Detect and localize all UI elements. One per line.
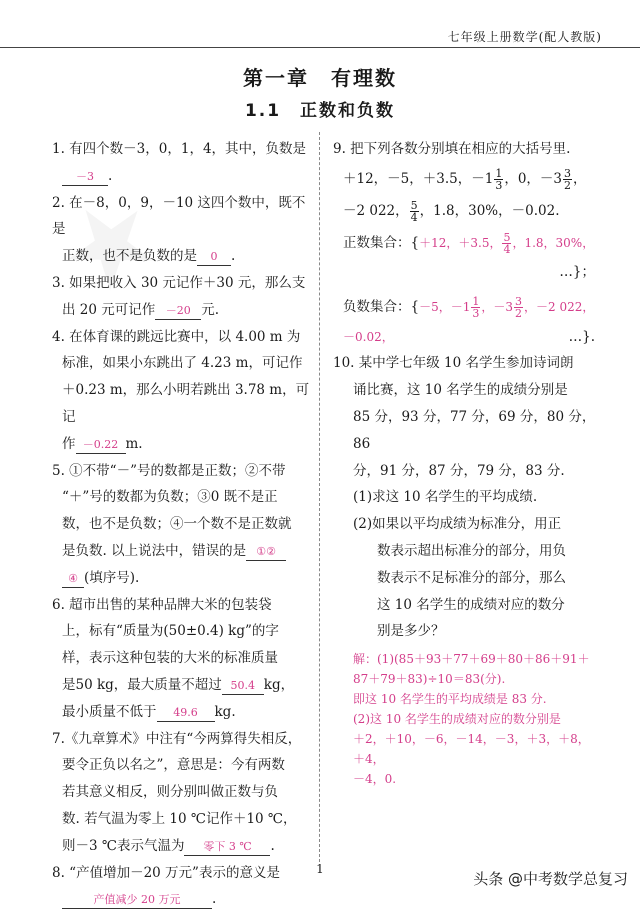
solution: 解：(1)(85＋93＋77＋69＋80＋86＋91＋ 87＋79＋83)÷10＝83(分). 即这 10 名学生的平均成绩是 83 分. (2)这 10 名学生的成绩对应的数分别是 ＋2，＋10，－6，－14，－3，＋3，＋8，＋4， －4，0.	[353, 652, 590, 787]
question-10: 10. 某中学七年级 10 名学生参加诗词朗	[333, 355, 574, 372]
fraction: $\frac{3}{2}$	[564, 166, 572, 192]
answer-blank: 零下 3 ℃	[184, 839, 270, 856]
answer-blank: －20	[155, 303, 201, 320]
question-4: 4. 在体育课的跳远比赛中，以 4.00 m 为	[52, 328, 301, 345]
question-2: 2. 在－8，0，9，－10 这四个数中，既不是	[52, 194, 306, 238]
question-8: 8. “产值增加－20 万元”表示的意义是	[52, 864, 280, 881]
header-rule	[0, 47, 640, 48]
page-number: 1	[316, 862, 324, 876]
fraction: $\frac{1}{3}$	[495, 166, 503, 192]
answer-blank: 50.4	[222, 678, 264, 695]
question-9: 9. 把下列各数分别填在相应的大括号里.	[333, 141, 571, 157]
fraction: $\frac{3}{2}$	[515, 294, 523, 320]
fraction: $\frac{5}{4}$	[410, 198, 418, 224]
answer-blank: ①②	[246, 544, 286, 561]
answer-blank: －3	[62, 169, 108, 186]
answer-blank: －0.22	[76, 437, 126, 454]
chapter-title: 第一章 有理数	[243, 66, 397, 90]
question-1: 1. 有四个数－3，0，1，4，其中，负数是	[52, 141, 307, 157]
left-column: 1. 有四个数－3，0，1，4，其中，负数是 －3 . 2. 在－8，0，9，－10 这四个数中，既不是 正数，也不是负数的是 0 . 3. 如果把收入 30 元记作＋30 元，那么支 出 20 元可记作 －20 元. 4. 在体育课的跳远比赛中，以 4.00 m 为 标准，如果小东跳出了 4.23 m，可记作 ＋0.23 m，那么小明若跳出 3.78 m，可记 作 －0.22 m. 5. ①不带“－”号的数都是正数；②不带 “＋”号的数都为负数；③0 既不是正 数，也不是负数；④一个数不是正数就 是负数. 以上说法中，错误的是 ①② ④ (填序号). 6. 超市出售的某种品牌大米的包装袋 上，标有“质量为(50±0.4) kg”的字 样，表示这种包装的大米的标准质量 是50 kg，最大质量不超过 50.4 kg， 最小质量不低于 49.6 kg. 7.《九章算术》中注有“今两算得失相反， 要令正负以名之”，意思是：今有两数 若其意义相反，则分别叫做正数与负 数. 若气温为零上 10 ℃记作＋10 ℃， 则－3 ℃表示气温为 零下 3 ℃ . 8. “产值增加－20 万元”表示的意义是 产值减少 20 万元 .	[52, 136, 310, 913]
question-7: 7.《九章算术》中注有“今两算得失相反，	[52, 730, 302, 747]
negative-set: 负数集合：{－5，－1 $\frac{1}{3}$ ，－3 $\frac{3}{2}$ ，－2 022，	[343, 294, 595, 320]
question-6: 6. 超市出售的某种品牌大米的包装袋	[52, 596, 272, 613]
fraction: $\frac{5}{4}$	[503, 230, 511, 256]
answer-blank: 产值减少 20 万元	[62, 892, 212, 909]
answer-blank: 0	[197, 249, 231, 266]
column-divider	[319, 132, 320, 862]
question-5: 5. ①不带“－”号的数都是正数；②不带	[52, 462, 286, 479]
fraction: $\frac{1}{3}$	[472, 294, 480, 320]
question-3: 3. 如果把收入 30 元记作＋30 元，那么支	[52, 274, 306, 291]
source-watermark: 头条 @中考数学总复习	[473, 870, 628, 888]
section-title: 1.1 正数和负数	[244, 101, 396, 121]
answer-blank: 49.6	[157, 705, 215, 722]
book-header: 七年级上册数学(配人教版)	[447, 30, 602, 44]
answer-blank: ④	[62, 571, 84, 588]
positive-set: 正数集合：{＋12，＋3.5， $\frac{5}{4}$ ，1.8，30%，	[343, 230, 595, 256]
right-column: 9. 把下列各数分别填在相应的大括号里. ＋12，－5，＋3.5，－1 $\frac{1}{3}$ ，0，－3 $\frac{3}{2}$ ， －2 022， $\frac{5}{4}$ ，1.8，30%，－0.02. 正数集合：{＋12，＋3.5， $\frac{5}{4}$ ，1.8，30%， …}； 负数集合：{－5，－1 $\frac{1}{3}$ ，－3 $\frac{3}{2}$ ，－2 022， －0.02， …}. 10. 某中学七年级 10 名学生参加诗词朗 诵比赛，这 10 名学生的成绩分别是 85 分，93 分，77 分，69 分，80 分，86 分，91 分，87 分，79 分，83 分. (1)求这 10 名学生的平均成绩. (2)如果以平均成绩为标准分，用正 数表示超出标准分的部分，用负 数表示不足标准分的部分，那么 这 10 名学生的成绩对应的数分 别是多少？ 解：(1)(85＋93＋77＋69＋80＋86＋91＋ 87＋79＋83)÷10＝83(分). 即这 10 名学生的平均成绩是 83 分. (2)这 10 名学生的成绩对应的数分别是 ＋2，＋10，－6，－14，－3，＋3，＋8，＋4， －4，0.	[333, 136, 599, 789]
